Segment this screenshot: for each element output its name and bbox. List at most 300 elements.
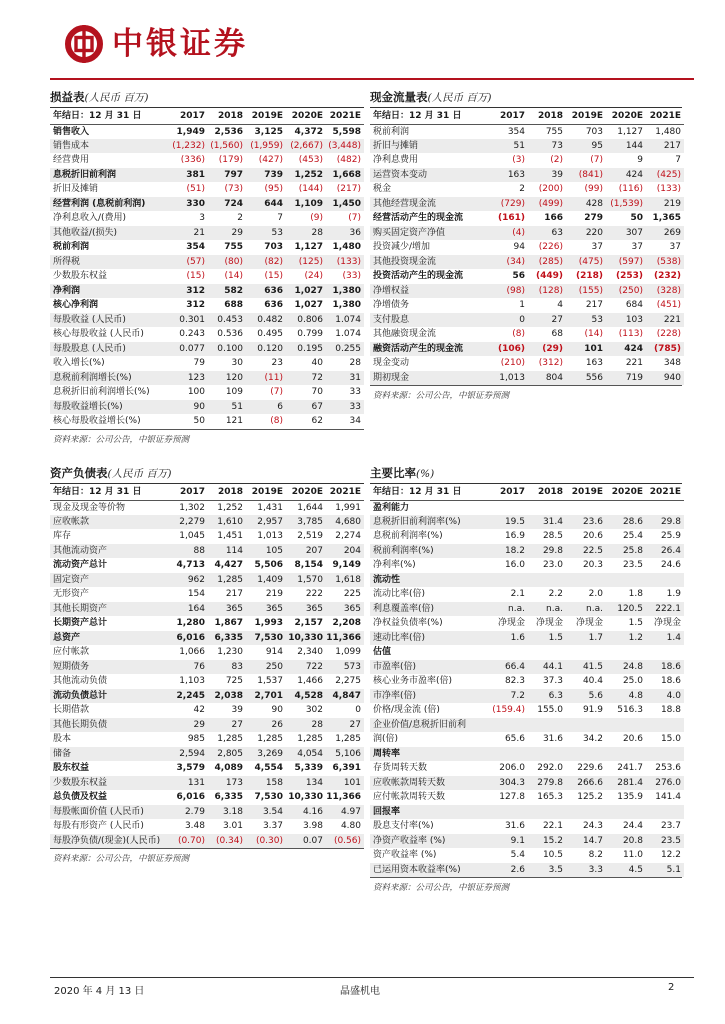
row-label: 股东权益 [53, 763, 90, 774]
row-value: 29.8 [528, 544, 566, 559]
row-value: 365 [246, 602, 286, 617]
row-label: 税前利润 [373, 126, 410, 137]
row-value: 101 [566, 342, 606, 357]
row-value: 1,480 [332, 242, 361, 253]
row-value: 18.2 [488, 544, 528, 559]
row-value: 1,409 [246, 573, 286, 588]
row-value [488, 645, 528, 660]
row-value: 1.4 [646, 631, 684, 646]
row-label: 息税折旧前利润 [50, 168, 168, 183]
row-label: 每股净负债/(现金)(人民币) [50, 834, 168, 849]
row-value: 31 [326, 371, 364, 386]
row-value: 144 [606, 139, 646, 154]
table-row [50, 703, 364, 718]
row-value: 217 [585, 300, 603, 311]
row-value: (98) [488, 284, 528, 299]
row-value: 14.7 [566, 834, 606, 849]
row-value: (7) [270, 387, 283, 398]
row-value: 204 [326, 544, 364, 559]
row-value: 221 [646, 313, 684, 328]
row-value: 3.18 [208, 805, 246, 820]
table-row [50, 313, 364, 328]
row-value [528, 573, 566, 588]
fiscal-year-label: 年结日：12 月 31 日 [50, 108, 168, 124]
row-value: 11,366 [326, 631, 364, 646]
row-value: 1,993 [254, 618, 283, 629]
table-row [370, 674, 684, 689]
row-value: (128) [528, 284, 566, 299]
row-value: 0.100 [208, 342, 246, 357]
table-row [50, 400, 364, 415]
row-value: 279 [584, 213, 603, 224]
row-value: 229.6 [577, 763, 603, 774]
table-row [50, 645, 364, 660]
row-value [566, 500, 606, 515]
row-value: (133) [326, 255, 364, 270]
row-value: 6,016 [168, 631, 208, 646]
row-value: 1,380 [326, 284, 364, 299]
row-value: 312 [168, 284, 208, 299]
footer-company: 晶盛机电 [340, 986, 380, 997]
row-value: 2,536 [214, 126, 243, 137]
table-row [370, 124, 684, 139]
row-value: 985 [187, 734, 205, 745]
row-value: (14) [224, 271, 243, 282]
year-header: 2021E [646, 484, 684, 500]
row-label: 运营资本变动 [370, 168, 488, 183]
row-value: 29 [168, 718, 208, 733]
row-value: 154 [187, 589, 205, 600]
table-row [370, 689, 684, 704]
row-value: 30 [231, 358, 243, 369]
row-value: 330 [168, 197, 208, 212]
table-row [370, 529, 684, 544]
row-value: 348 [663, 358, 681, 369]
row-value: 3.5 [528, 863, 566, 878]
row-value: 4,089 [214, 763, 243, 774]
row-value: 4.97 [326, 805, 364, 820]
row-value: 1,027 [294, 300, 323, 311]
row-label: 流动资产总计 [53, 560, 108, 571]
row-value: 1,013 [488, 371, 528, 386]
row-value: 76 [168, 660, 208, 675]
section-row [370, 747, 684, 762]
row-value: 24.3 [582, 821, 603, 832]
row-label: 每股有形资产 (人民币) [53, 821, 144, 832]
row-value: (785) [646, 342, 684, 357]
financial-table [370, 108, 684, 385]
row-value: 0.07 [286, 834, 326, 849]
row-value: 424 [606, 168, 646, 183]
row-value: 37.3 [542, 676, 563, 687]
row-label: 总资产 [50, 631, 168, 646]
table-row [50, 732, 364, 747]
row-value: (285) [528, 255, 566, 270]
row-label: 储备 [50, 747, 168, 762]
year-header: 2018 [208, 108, 246, 124]
table-row [370, 284, 684, 299]
row-value: 79 [193, 358, 205, 369]
section-row [370, 645, 684, 660]
row-value: (99) [584, 184, 603, 195]
row-label: 投资活动产生的现金流 [373, 271, 464, 282]
row-value [488, 718, 528, 733]
table-row [50, 168, 364, 183]
row-label: 其他投资现金流 [370, 255, 488, 270]
row-value: 269 [646, 226, 684, 241]
row-value: 23.0 [542, 560, 563, 571]
row-label: 折旧与摊销 [370, 139, 488, 154]
row-value: 33 [349, 387, 361, 398]
row-value: 0.077 [168, 342, 208, 357]
source-note: 资料来源：公司公告，中银证券预测 [370, 385, 682, 401]
table-row [50, 327, 364, 342]
panel-title-unit: (人民币 百万) [427, 92, 492, 104]
table-row [370, 761, 684, 776]
row-value: 3,579 [176, 763, 205, 774]
row-value: 82.3 [504, 676, 525, 687]
row-value: 2,957 [246, 515, 286, 530]
panel-title-unit: (人民币 百万) [84, 92, 149, 104]
row-value: 1,380 [332, 300, 361, 311]
row-value: 1,099 [335, 647, 361, 658]
row-value: (427) [258, 155, 283, 166]
row-value: 292.0 [537, 763, 563, 774]
row-value: 56 [512, 271, 525, 282]
row-value: 29 [208, 226, 246, 241]
row-label: 息税前利润增长(%) [50, 371, 168, 386]
row-value [528, 718, 566, 733]
row-value: 2,701 [246, 689, 286, 704]
row-value: (2,667) [286, 139, 326, 154]
row-value [646, 645, 684, 660]
row-value: (3,448) [326, 139, 364, 154]
row-value: 1,365 [652, 213, 681, 224]
row-value: 34 [349, 416, 361, 427]
row-value: 222 [305, 589, 323, 600]
row-value: 684 [625, 300, 643, 311]
row-value: 22.1 [542, 821, 563, 832]
row-label: 净利润 [50, 284, 168, 299]
row-value: (7) [348, 213, 361, 224]
row-label: 净利率(%) [373, 560, 416, 571]
row-value: 27 [528, 313, 566, 328]
row-value: 165.3 [537, 792, 563, 803]
row-value: 1,431 [257, 502, 283, 513]
row-value: 净现金 [497, 618, 525, 629]
row-label: 总负债及权益 [53, 792, 108, 803]
row-value: 8,154 [294, 560, 323, 571]
row-label: 长期借款 [53, 705, 90, 716]
row-value: 31.6 [542, 734, 563, 745]
table-row [50, 573, 364, 588]
row-value: (0.30) [246, 834, 286, 849]
row-value: 91.9 [582, 705, 603, 716]
row-value: 2,245 [168, 689, 208, 704]
row-value: 2,519 [297, 531, 323, 542]
row-value: 125.2 [577, 792, 603, 803]
row-label: 所得税 [50, 255, 168, 270]
table-row [370, 616, 684, 631]
row-value: 914 [265, 647, 283, 658]
row-value: 636 [246, 284, 286, 299]
row-value: 6,016 [176, 792, 205, 803]
row-value: 88 [168, 544, 208, 559]
row-value: 281.4 [606, 776, 646, 791]
row-label: 经营费用 [53, 155, 90, 166]
table-row [370, 139, 684, 154]
row-value: 688 [224, 300, 243, 311]
table-row [370, 819, 684, 834]
table-row [50, 414, 364, 429]
year-header: 2019E [566, 108, 606, 124]
row-value: (328) [646, 284, 684, 299]
footer-date: 2020 年 4 月 13 日 [54, 986, 145, 997]
row-value: 29.8 [646, 515, 684, 530]
row-value: 4.0 [646, 689, 684, 704]
row-value [566, 718, 606, 733]
row-value: 0.453 [208, 313, 246, 328]
row-value: 1,013 [257, 531, 283, 542]
table-row [50, 182, 364, 197]
row-value: 755 [224, 242, 243, 253]
row-value: 39 [528, 168, 566, 183]
row-value: 4.16 [286, 805, 326, 820]
row-value: (95) [264, 184, 283, 195]
row-value [646, 747, 684, 762]
row-label: 应收帐款 [50, 515, 168, 530]
row-value: 1,027 [286, 284, 326, 299]
row-value: n.a. [488, 602, 528, 617]
row-value: 365 [326, 602, 364, 617]
row-value: 219 [265, 589, 283, 600]
table-row [370, 515, 684, 530]
row-value: 1,480 [655, 126, 681, 137]
row-value: 1.7 [566, 631, 606, 646]
year-header: 2018 [528, 108, 566, 124]
row-value: 51 [208, 400, 246, 415]
row-value: (33) [342, 271, 361, 282]
row-value: 24.4 [622, 821, 643, 832]
row-value [488, 805, 528, 820]
table-header-row [50, 108, 364, 124]
row-value: 220 [566, 226, 606, 241]
row-value: 9.1 [488, 834, 528, 849]
row-value: 100 [187, 387, 205, 398]
table-row [370, 197, 684, 212]
row-label: 其他融资现金流 [373, 329, 437, 340]
row-value: 354 [507, 126, 525, 137]
row-value: 573 [326, 660, 364, 675]
row-value [488, 747, 528, 762]
row-value: 131 [168, 776, 208, 791]
table-row [370, 153, 684, 168]
row-value [488, 500, 528, 515]
row-value: n.a. [528, 602, 566, 617]
table-row [50, 139, 364, 154]
row-value: 1.5 [528, 631, 566, 646]
row-value: 4.5 [606, 863, 646, 878]
row-label: 净利息收入/(费用) [53, 213, 127, 224]
income-statement-panel [50, 90, 364, 445]
row-value: 22.5 [566, 544, 606, 559]
row-value: 39 [231, 705, 243, 716]
row-value: 703 [264, 242, 283, 253]
row-value: 1,618 [326, 573, 364, 588]
row-value: 5.1 [646, 863, 684, 878]
row-label: 经营利润 (息税前利润) [50, 197, 168, 212]
row-value: 0.806 [286, 313, 326, 328]
row-value: 40.4 [582, 676, 603, 687]
row-value: (0.70) [168, 834, 208, 849]
row-label: 每股股息 (人民币) [50, 342, 168, 357]
table-row [370, 226, 684, 241]
row-value: 4,054 [286, 747, 326, 762]
row-value: 1,610 [208, 515, 246, 530]
table-row [50, 689, 364, 704]
table-row [50, 805, 364, 820]
row-label: 核心业务市盈率(倍) [373, 676, 453, 687]
row-value: (210) [500, 358, 525, 369]
row-label: 企业价值/息税折旧前利 [370, 718, 488, 733]
row-value: (1,560) [208, 139, 246, 154]
row-value: 25.0 [622, 676, 643, 687]
row-value: 5,106 [326, 747, 364, 762]
row-value [606, 573, 646, 588]
row-label: 融资活动产生的现金流 [370, 342, 488, 357]
row-value: 9,149 [332, 560, 361, 571]
table-row [50, 790, 364, 805]
row-value: 4,847 [326, 689, 364, 704]
row-value: 90 [271, 705, 283, 716]
row-value: 9 [637, 155, 643, 166]
table-row [50, 587, 364, 602]
header-divider [50, 78, 694, 80]
table-row [370, 558, 684, 573]
section-row [370, 805, 684, 820]
table-row [50, 371, 364, 386]
table-row [50, 197, 364, 212]
row-value: 1,285 [208, 573, 246, 588]
row-value: 31.6 [504, 821, 525, 832]
row-value: 0.243 [179, 329, 205, 340]
row-value: 18.6 [660, 676, 681, 687]
row-value: (116) [618, 184, 643, 195]
table-row [370, 848, 684, 863]
row-label: 净资产收益率 (%) [370, 834, 488, 849]
table-row [370, 298, 684, 313]
row-value: 105 [246, 544, 286, 559]
row-value: 2.2 [548, 589, 563, 600]
table-row [50, 298, 364, 313]
row-label: 市盈率(倍) [370, 660, 488, 675]
table-row [370, 182, 684, 197]
table-row [50, 819, 364, 834]
row-label: 销售成本 [50, 139, 168, 154]
row-value: 2,594 [168, 747, 208, 762]
table-row [50, 747, 364, 762]
row-value: 33 [326, 400, 364, 415]
row-value: (597) [606, 255, 646, 270]
row-value: 755 [545, 126, 563, 137]
row-value: 25.4 [622, 531, 643, 542]
row-label: 固定资产 [50, 573, 168, 588]
row-value: (451) [656, 300, 681, 311]
row-value: (1,539) [606, 197, 646, 212]
row-value: 11,366 [326, 792, 361, 803]
table-row [370, 863, 684, 878]
row-value: (14) [584, 329, 603, 340]
row-value: 6 [246, 400, 286, 415]
row-label: 其他长期资产 [50, 602, 168, 617]
row-value: (73) [224, 184, 243, 195]
row-value: 217 [646, 139, 684, 154]
row-value: 644 [246, 197, 286, 212]
row-value: 1.074 [335, 329, 361, 340]
row-value: 1,230 [217, 647, 243, 658]
row-value: 7,530 [246, 631, 286, 646]
fiscal-year-label: 年结日：12 月 31 日 [370, 484, 488, 500]
row-value: (425) [646, 168, 684, 183]
row-value: 250 [246, 660, 286, 675]
row-label: 支付股息 [370, 313, 488, 328]
row-value: (51) [186, 184, 205, 195]
row-value: 3.37 [262, 821, 283, 832]
row-value [606, 645, 646, 660]
row-value: 16.9 [504, 531, 525, 542]
row-label: 税前利润 [53, 242, 90, 253]
row-label: 应收帐款周转天数 [370, 776, 488, 791]
row-value: 354 [186, 242, 205, 253]
row-value: 67 [286, 400, 326, 415]
panel-title [370, 466, 682, 484]
row-label: 息税前利润率(%) [373, 531, 443, 542]
row-value: 804 [528, 371, 566, 386]
row-value: (15) [264, 271, 283, 282]
row-label: 核心每股收益 (人民币) [53, 329, 144, 340]
row-label: 其他收益/(损失) [50, 226, 168, 241]
row-value [606, 718, 646, 733]
row-value: (0.34) [208, 834, 246, 849]
row-value: 65.6 [504, 734, 525, 745]
row-label: 净增债务 [373, 300, 410, 311]
row-value: 2,038 [208, 689, 246, 704]
row-label: 净权益负债率(%) [373, 618, 443, 629]
row-value: 1,045 [179, 531, 205, 542]
row-label: 净利息费用 [373, 155, 419, 166]
table-row [50, 631, 364, 646]
row-value: (144) [298, 184, 323, 195]
row-label: 核心每股收益增长(%) [53, 416, 141, 427]
row-value: (2) [550, 155, 563, 166]
row-value: 3.48 [184, 821, 205, 832]
row-value: 253.6 [655, 763, 681, 774]
row-value: 0.536 [217, 329, 243, 340]
row-value: 7.2 [488, 689, 528, 704]
row-value: 4.8 [606, 689, 646, 704]
row-value: 3.54 [246, 805, 286, 820]
table-row [50, 153, 364, 168]
row-value: 37 [631, 242, 643, 253]
fiscal-year-label: 年结日：12 月 31 日 [50, 484, 168, 500]
row-value: 1,127 [617, 126, 643, 137]
row-value: 2,157 [294, 618, 323, 629]
year-header: 2017 [168, 108, 208, 124]
row-value: 302 [305, 705, 323, 716]
year-header: 2019E [246, 108, 286, 124]
row-label: 收入增长(%) [53, 358, 105, 369]
table-row [370, 732, 684, 747]
